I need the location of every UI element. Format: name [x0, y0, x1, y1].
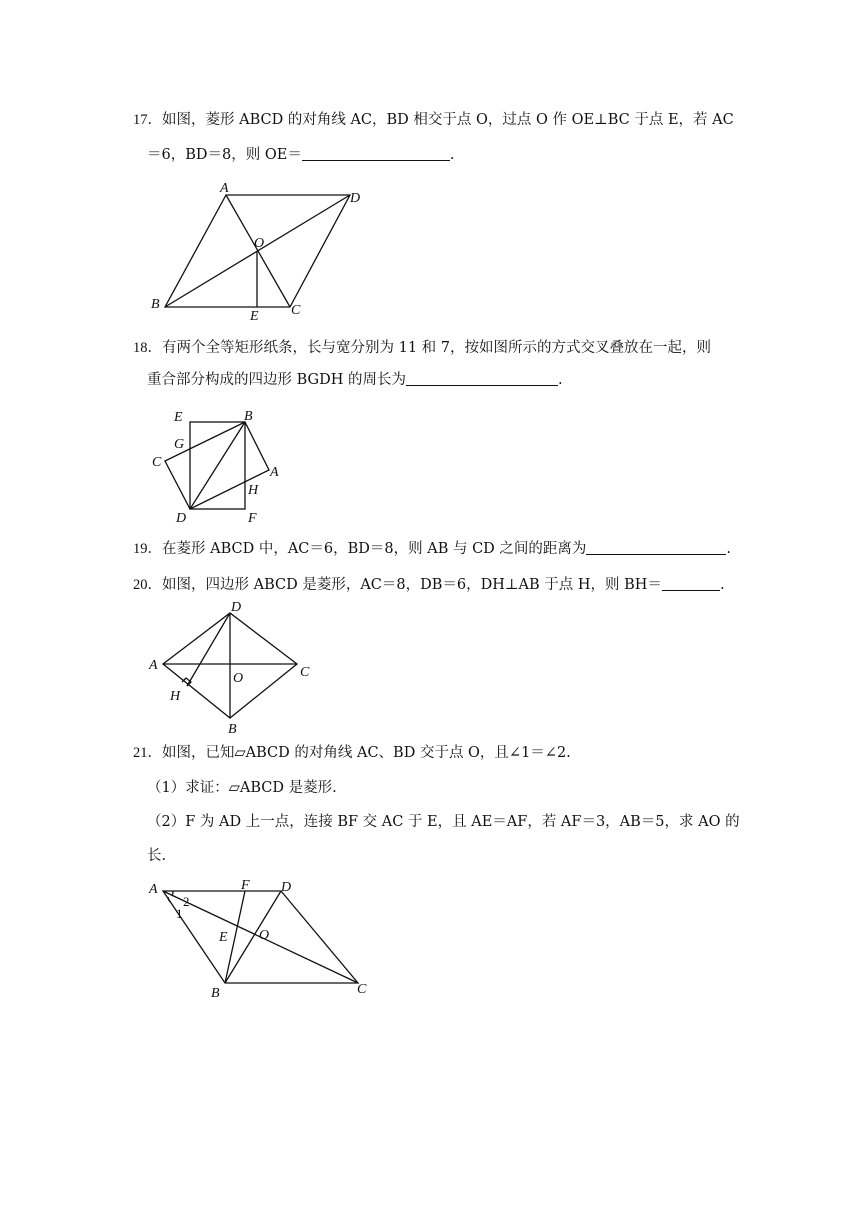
q21-label-O: O: [259, 928, 270, 943]
q17-text-line2: ＝6，BD＝8，则 OE＝: [147, 147, 302, 163]
q17-label-E: E: [250, 309, 259, 324]
q20-number: 20．: [133, 577, 162, 593]
q21-label-angle1: 1: [176, 906, 183, 921]
q17-label-O: O: [254, 236, 265, 251]
q18-label-B: B: [244, 409, 253, 424]
q18-label-A: A: [270, 465, 279, 480]
q21-part2-text-line1: （2）F 为 AD 上一点，连接 BF 交 AC 于 E，且 AE＝AF，若 AF＝3，AB＝5，求 AO 的: [147, 814, 740, 830]
q18-text-line2: 重合部分构成的四边形 BGDH 的周长为: [147, 372, 406, 388]
q20-label-D: D: [231, 600, 242, 615]
q18-text-line1: 有两个全等矩形纸条，长与宽分别为 11 和 7，按如图所示的方式交叉叠放在一起，则: [162, 340, 712, 356]
q20-label-C: C: [300, 665, 310, 680]
q20-label-B: B: [228, 722, 237, 737]
q18-label-D: D: [176, 511, 187, 526]
q21-label-D: D: [281, 880, 292, 895]
q17-label-A: A: [220, 181, 229, 196]
q18-label-C: C: [152, 455, 162, 470]
q21-part1-text: （1）求证：▱ABCD 是菱形.: [147, 780, 337, 796]
q19-period: .: [726, 541, 732, 557]
q21-label-F: F: [241, 878, 250, 893]
q18-label-E: E: [174, 410, 183, 425]
q17-label-C: C: [291, 303, 301, 318]
q21-number: 21．: [133, 745, 162, 761]
q21-label-angle2: 2: [183, 894, 190, 909]
q17-number: 17．: [133, 112, 162, 128]
q20-label-O: O: [233, 671, 244, 686]
q21-part2-text-line2: 长.: [147, 848, 167, 864]
q17-period: .: [449, 147, 455, 163]
q18-number: 18．: [133, 340, 162, 356]
q20-label-H: H: [170, 689, 181, 704]
q21-text-line1: 如图，已知▱ABCD 的对角线 AC、BD 交于点 O，且∠1＝∠2.: [162, 745, 571, 761]
q21-label-A: A: [149, 882, 158, 897]
q20-label-A: A: [149, 658, 158, 673]
q21-label-B: B: [211, 986, 220, 1001]
q18-period: .: [558, 372, 563, 388]
q19-text-line1: 在菱形 ABCD 中，AC＝6，BD＝8，则 AB 与 CD 之间的距离为: [162, 541, 587, 557]
q17-label-D: D: [350, 191, 361, 206]
q17-text-line1: 如图，菱形 ABCD 的对角线 AC，BD 相交于点 O，过点 O 作 OE⊥BC 于点 E，若 AC: [162, 112, 734, 128]
q17-label-B: B: [151, 297, 160, 312]
q20-text-line1: 如图，四边形 ABCD 是菱形，AC＝8，DB＝6，DH⊥AB 于点 H，则 BH＝: [162, 577, 662, 593]
q21-label-C: C: [357, 982, 367, 997]
q18-label-H: H: [248, 483, 259, 498]
q18-label-F: F: [248, 511, 257, 526]
q20-period: .: [719, 577, 725, 593]
q21-label-E: E: [219, 930, 228, 945]
q19-number: 19．: [133, 541, 162, 557]
q18-label-G: G: [174, 437, 185, 452]
